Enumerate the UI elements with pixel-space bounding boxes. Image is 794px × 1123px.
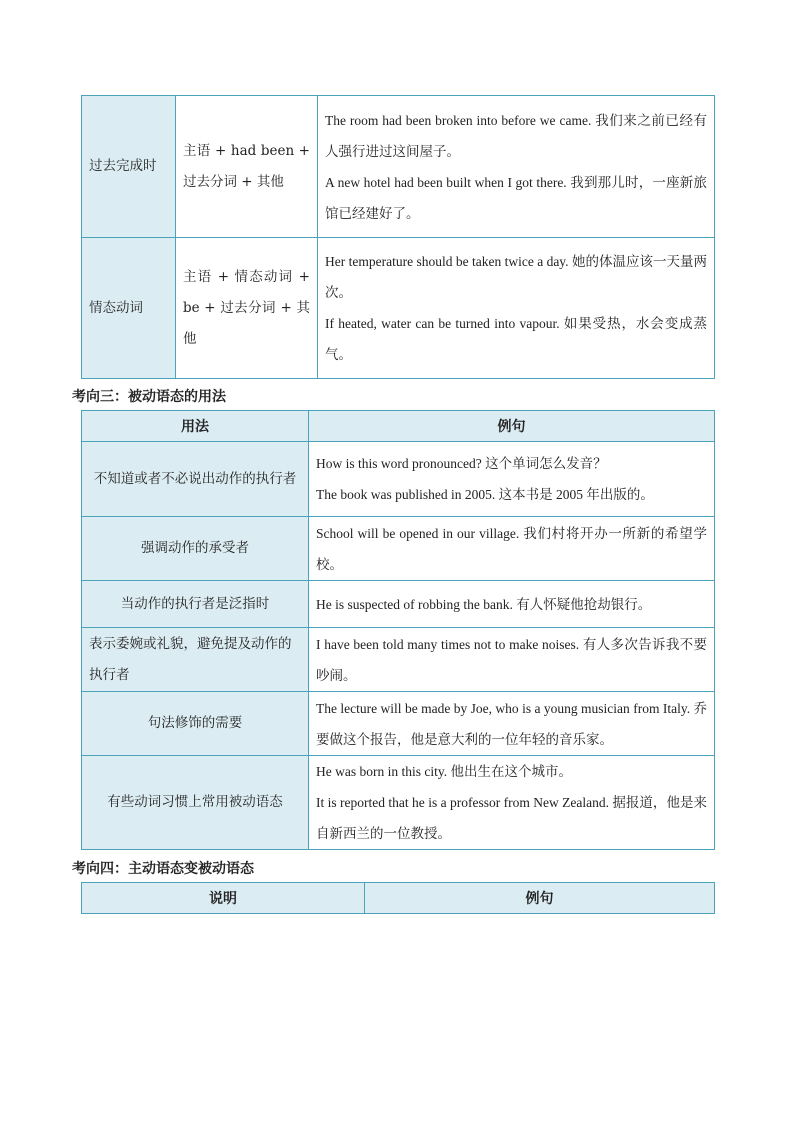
table-header-row — [82, 883, 715, 914]
example-sentence: How is this word pronounced? 这个单词怎么发音？ — [316, 456, 607, 471]
example-cell — [309, 442, 715, 517]
column-header: 例句 — [365, 883, 715, 914]
example-sentence: I have been told many times not to make noises. 有人多次告诉我不要吵闹。 — [316, 636, 707, 683]
table-row — [82, 442, 715, 517]
example-cell — [318, 238, 715, 379]
tense-cell: 过去完成时 — [82, 96, 176, 238]
example-sentence: If heated, water can be turned into vapour. 如果受热，水会变成蒸气。 — [325, 316, 707, 362]
example-cell — [309, 756, 715, 850]
column-header: 说明 — [82, 883, 365, 914]
example-cell — [309, 581, 715, 628]
structure-cell: 主语 + 情态动词 + be + 过去分词 + 其他 — [176, 238, 318, 379]
example-sentence: It is reported that he is a professor from New Zealand. 据报道，他是来自新西兰的一位教授。 — [316, 795, 707, 841]
section-heading: 考向三：被动语态的用法 — [72, 389, 226, 405]
usage-cell: 不知道或者不必说出动作的执行者 — [82, 442, 309, 517]
example-sentence: He is suspected of robbing the bank. 有人怀疑他抢劫银行。 — [316, 596, 652, 612]
table-row — [82, 692, 715, 756]
example-cell — [309, 517, 715, 581]
usage-cell: 强调动作的承受者 — [82, 517, 309, 581]
example-sentence: The lecture will be made by Joe, who is a young musician from Italy. 乔要做这个报告，他是意大利的一位年轻的音乐家。 — [316, 700, 707, 747]
example-cell — [318, 96, 715, 238]
example-sentence: He was born in this city. 他出生在这个城市。 — [316, 764, 572, 779]
column-header: 用法 — [82, 411, 309, 442]
structure-cell: 主语 + had been + 过去分词 + 其他 — [176, 96, 318, 238]
usage-cell: 句法修饰的需要 — [82, 692, 309, 756]
usage-cell: 有些动词习惯上常用被动语态 — [82, 756, 309, 850]
column-header: 例句 — [309, 411, 715, 442]
example-cell — [309, 692, 715, 756]
example-sentence: The room had been broken into before we came. 我们来之前已经有人强行进过这间屋子。 — [325, 112, 707, 159]
tense-cell: 情态动词 — [82, 238, 176, 379]
table-header-row — [82, 411, 715, 442]
table-row — [82, 238, 715, 379]
example-sentence: A new hotel had been built when I got there. 我到那儿时，一座新旅馆已经建好了。 — [325, 174, 707, 221]
tense-table — [81, 95, 715, 379]
table-row — [82, 581, 715, 628]
table-row — [82, 517, 715, 581]
usage-cell: 表示委婉或礼貌，避免提及动作的执行者 — [82, 628, 309, 692]
section-heading: 考向四：主动语态变被动语态 — [72, 861, 254, 877]
usage-table — [81, 410, 715, 850]
table-row — [82, 96, 715, 238]
table-row — [82, 628, 715, 692]
example-sentence: The book was published in 2005. 这本书是 2005 年出版的。 — [316, 487, 654, 502]
table-row — [82, 756, 715, 850]
conversion-table — [81, 882, 715, 914]
usage-cell: 当动作的执行者是泛指时 — [82, 581, 309, 628]
example-sentence: School will be opened in our village. 我们村将开办一所新的希望学校。 — [316, 525, 707, 572]
example-sentence: Her temperature should be taken twice a day. 她的体温应该一天量两次。 — [325, 254, 707, 300]
example-cell — [309, 628, 715, 692]
